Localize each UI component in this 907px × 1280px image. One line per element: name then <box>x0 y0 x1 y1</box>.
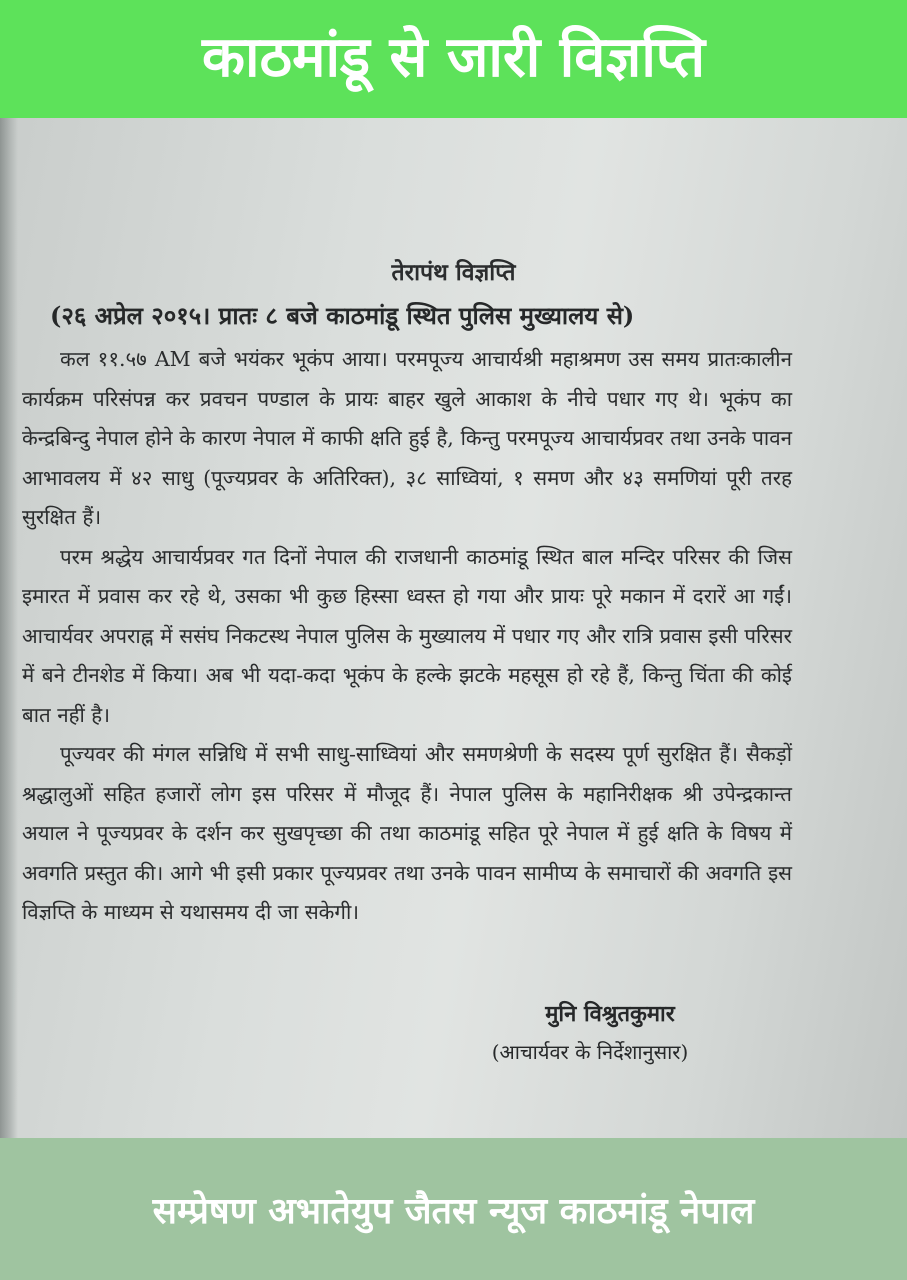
document-body <box>22 340 792 933</box>
signature-name: मुनि विश्रुतकुमार <box>545 1001 675 1027</box>
header-banner <box>0 0 907 118</box>
header-title: काठमांडू से जारी विज्ञप्ति <box>201 25 706 90</box>
paragraph-3: पूज्यवर की मंगल सन्निधि में सभी साधु-साध्वियां और समणश्रेणी के सदस्य पूर्ण सुरक्षित हैं। सैकड़ों श्रद्धालुओं सहित हजारों लोग इस परिसर में मौजूद हैं। नेपाल पुलिस के महानिरीक्षक श्री उपेन्द्रकान्त अयाल ने पूज्यप्रवर के दर्शन कर सुखपृच्छा की तथा काठमांडू सहित पूरे नेपाल में हुई क्षति के विषय में अवगति प्रस्तुत की। आगे भी इसी प्रकार पूज्यप्रवर तथा उनके पावन सामीप्य के समाचारों की अवगति इस विज्ञप्ति के माध्यम से यथासमय दी जा सकेगी। <box>22 742 792 924</box>
signature-note: (आचार्यवर के निर्देशानुसार) <box>491 1040 689 1064</box>
signature-block <box>440 998 740 1065</box>
document-title: तेरापंथ विज्ञप्ति <box>391 259 516 286</box>
footer-text: सम्प्रेषण अभातेयुप जैतस न्यूज काठमांडू नेपाल <box>152 1190 755 1232</box>
paragraph-1: कल ११.५७ AM बजे भयंकर भूकंप आया। परमपूज्य आचार्यश्री महाश्रमण उस समय प्रातःकालीन कार्यक्रम परिसंपन्न कर प्रवचन पण्डाल के प्रायः बाहर खुले आकाश के नीचे पधार गए थे। भूकंप का केन्द्रबिन्दु नेपाल होने के कारण नेपाल में काफी क्षति हुई है, किन्तु परमपूज्य आचार्यप्रवर तथा उनके पावन आभावलय में ४२ साधु (पूज्यप्रवर के अतिरिक्त), ३८ साध्वियां, १ समण और ४३ समणियां पूरी तरह सुरक्षित हैं। <box>22 347 792 529</box>
document-subtitle: (२६ अप्रेल २०१५। प्रातः ८ बजे काठमांडू स्थित पुलिस मुख्यालय से) <box>50 301 635 330</box>
document-paper <box>0 118 907 1138</box>
footer-banner <box>0 1138 907 1280</box>
paragraph-2: परम श्रद्धेय आचार्यप्रवर गत दिनों नेपाल की राजधानी काठमांडू स्थित बाल मन्दिर परिसर की जिस इमारत में प्रवास कर रहे थे, उसका भी कुछ हिस्सा ध्वस्त हो गया और प्रायः पूरे मकान में दरारें आ गईं। आचार्यवर अपराह्न में ससंघ निकटस्थ नेपाल पुलिस के मुख्यालय में पधार गए और रात्रि प्रवास इसी परिसर में बने टीनशेड में किया। अब भी यदा-कदा भूकंप के हल्के झटके महसूस हो रहे हैं, किन्तु चिंता की कोई बात नहीं है। <box>22 544 792 727</box>
